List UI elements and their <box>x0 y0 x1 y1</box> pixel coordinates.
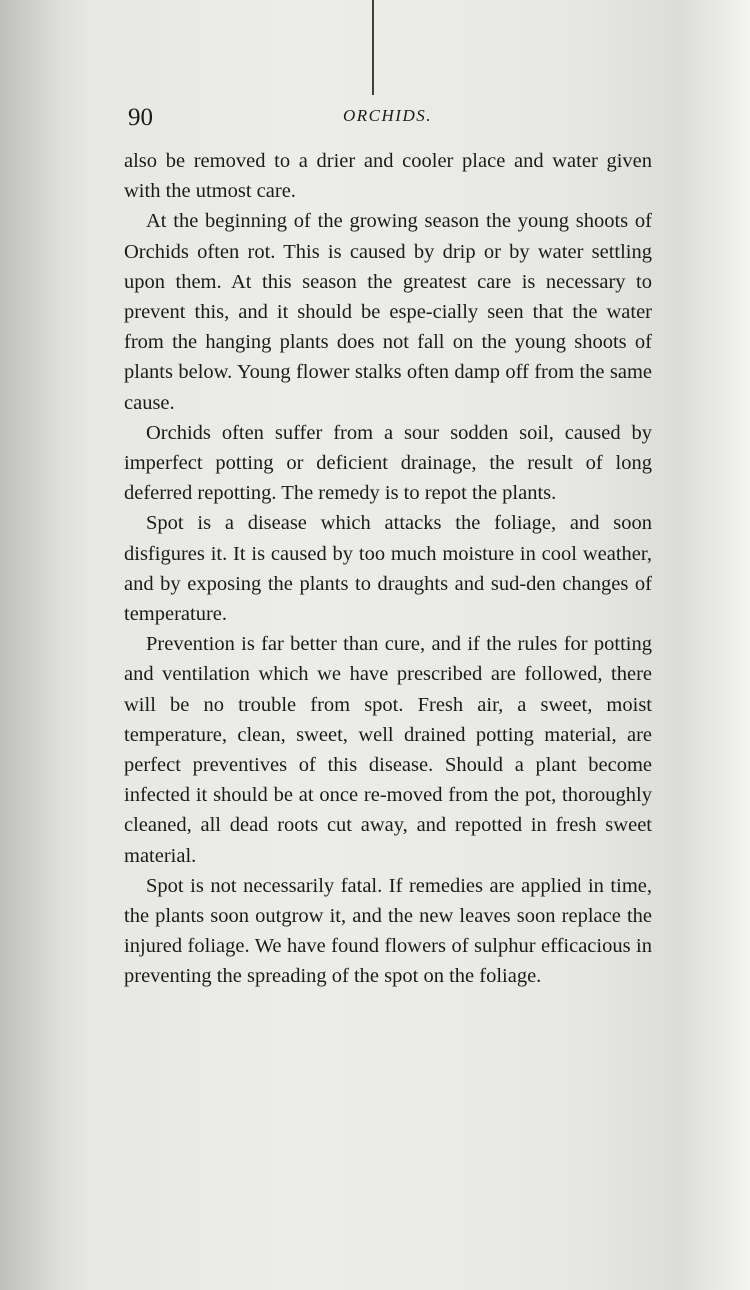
spine-shadow <box>0 0 90 1290</box>
binding-crease <box>372 0 382 95</box>
paragraph: At the beginning of the growing season the young shoots of Orchids often rot. This is caused by drip or by water settling upon them. At this season the greatest care is necessary to prevent this, and it should be espe-cially seen that the water from the hanging plants does not fall on the young shoots of plants below. Young flower stalks often damp off from the same cause. <box>124 210 652 414</box>
page-number: 90 <box>128 104 153 131</box>
paragraph: also be removed to a drier and cooler place and water given with the utmost care. <box>124 150 652 203</box>
paragraph: Prevention is far better than cure, and if the rules for potting and ventilation which we have prescribed are followed, there will be no trouble from spot. Fresh air, a sweet, moist temperature, clean, sweet, well drained potting material, are perfect preventives of this disease. Should a plant become infected it should be at once re-moved from the pot, thoroughly cleaned, all dead roots cut away, and repotted in fresh sweet material. <box>124 633 652 867</box>
running-title: ORCHIDS. <box>343 106 432 125</box>
running-head <box>128 104 648 138</box>
paragraph: Spot is not necessarily fatal. If remedies are applied in time, the plants soon outgrow it, and the new leaves soon replace the injured foliage. We have found flowers of sulphur efficacious in preventing the spreading of the spot on the foliage. <box>124 874 652 988</box>
body-text <box>124 146 652 992</box>
paragraph: Orchids often suffer from a sour sodden soil, caused by imperfect potting or deficient drainage, the result of long deferred repotting. The remedy is to repot the plants. <box>124 421 652 505</box>
paragraph: Spot is a disease which attacks the foliage, and soon disfigures it. It is caused by too much moisture in cool weather, and by exposing the plants to draughts and sud-den changes of temperature. <box>124 512 652 626</box>
